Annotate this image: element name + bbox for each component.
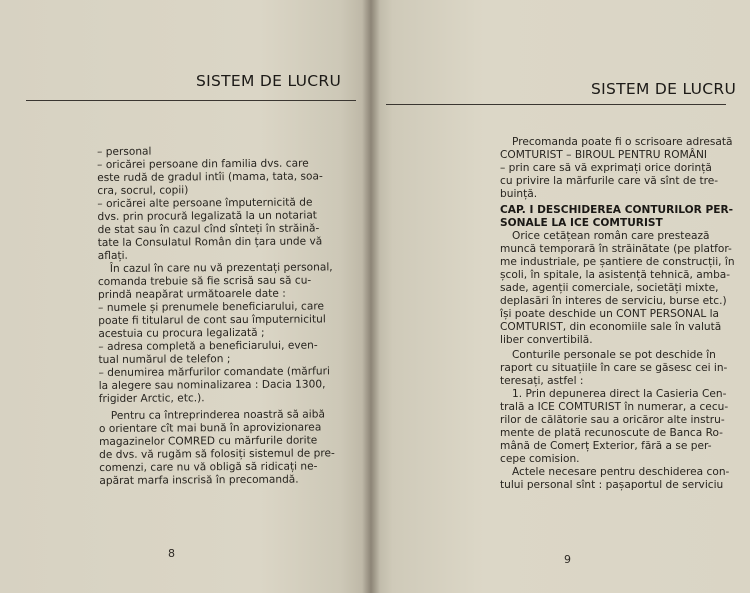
right-page-header: SISTEM DE LUCRU (591, 80, 737, 98)
right-line-9: muncă temporară în străinătate (pe platfor- (500, 243, 732, 255)
left-line-8: tate la Consulatul Român din țara unde vă (97, 235, 323, 249)
left-line-17: tual numărul de telefon ; (98, 353, 231, 366)
right-line-25: cepe comision. (500, 453, 580, 465)
left-line-4: cra, socrul, copii) (97, 184, 189, 197)
right-line-4: cu privire la mărfurile care vă sînt de tre- (500, 175, 719, 187)
right-line-1: Precomanda poate fi o scrisoare adresată (512, 136, 733, 148)
right-line-2: COMTURIST – BIROUL PENTRU ROMÂNI (500, 149, 708, 161)
left-line-9: aflați. (97, 249, 128, 262)
left-line-15: acestuia cu procura legalizată ; (98, 326, 265, 340)
right-line-17: Conturile personale se pot deschide în (512, 349, 716, 361)
right-header-rule (386, 104, 726, 105)
left-line-1: – personal (97, 145, 152, 158)
right-chapter-heading-2: SONALE LA ICE COMTURIST (500, 217, 663, 229)
left-line-6: dvs. prin procură legalizată la un notariat (97, 209, 317, 223)
right-line-11: școli, în spitale, la asistență tehnică, amba- (500, 269, 731, 281)
book-gutter (362, 0, 380, 593)
left-line-10: În cazul în care nu vă prezentați personal, (109, 261, 333, 275)
left-line-24: de dvs. vă rugăm să folosiți sistemul de pre- (99, 447, 335, 461)
left-line-2: – oricărei persoane din familia dvs. care (97, 157, 309, 171)
right-line-22: rilor de călătorie sau a oricăror alte instru- (500, 414, 725, 426)
right-line-14: își poate deschide un CONT PERSONAL la (500, 308, 720, 320)
right-line-19: teresați, astfel : (500, 375, 584, 387)
right-line-23: mente de plată recunoscute de Banca Ro- (500, 427, 723, 439)
right-line-13: deplasări în interes de serviciu, burse etc.) (500, 295, 727, 307)
left-line-16: – adresa completă a beneficiarului, even- (98, 339, 318, 353)
right-page-number: 9 (564, 553, 571, 566)
right-line-5: buință. (500, 188, 538, 200)
left-line-7: de stat sau în cazul cînd sînteți în străină- (97, 222, 320, 236)
right-line-27: tului personal sînt : pașaportul de serviciu (500, 479, 724, 491)
right-page-body (500, 136, 735, 492)
left-line-25: comenzi, care nu vă obligă să ridicați ne- (99, 460, 318, 474)
left-line-13: – numele și prenumele beneficiarului, care (98, 300, 324, 314)
left-line-22: o orientare cît mai bună în aprovizionarea (98, 421, 322, 435)
left-page-body (97, 144, 349, 488)
left-page-number: 8 (168, 547, 175, 560)
left-page-header: SISTEM DE LUCRU (196, 72, 342, 90)
right-line-10: me industriale, pe șantiere de construcții, în (500, 256, 735, 268)
left-line-21: Pentru ca întreprinderea noastră să aibă (110, 408, 325, 422)
left-line-3: este rudă de gradul intîi (mama, tata, soa- (97, 170, 323, 184)
left-header-rule (26, 100, 356, 101)
right-line-20: 1. Prin depunerea direct la Casieria Cen- (512, 388, 727, 400)
left-line-18: – denumirea mărfurilor comandate (mărfuri (98, 365, 330, 379)
left-line-20: frigider Arctic, etc.). (98, 392, 205, 405)
right-line-16: liber convertibilă. (500, 334, 593, 346)
right-line-26: Actele necesare pentru deschiderea con- (512, 466, 730, 478)
left-line-19: la alegere sau nominalizarea : Dacia 1300, (98, 378, 326, 392)
right-line-18: raport cu situațiile în care se găsesc cei in- (500, 362, 728, 374)
left-line-23: magazinelor COMRED cu mărfurile dorite (99, 434, 318, 448)
left-line-11: comanda trebuie să fie scrisă sau să cu- (97, 274, 312, 288)
left-line-26: apărat marfa inscrisă în precomandă. (99, 473, 299, 487)
left-line-12: prindă neapărat următoarele date : (97, 287, 286, 301)
right-line-12: sade, agenții comerciale, societăți mixte, (500, 282, 719, 294)
right-line-3: – prin care să vă exprimați orice dorință (500, 162, 712, 174)
right-line-8: Orice cetățean român care prestează (512, 230, 710, 242)
left-line-14: poate fi titularul de cont sau împuternicitul (98, 313, 326, 327)
right-line-15: COMTURIST, din economiile sale în valută (500, 321, 722, 333)
right-line-24: mână de Comerț Exterior, fără a se per- (500, 440, 712, 452)
right-chapter-heading-1: CAP. I DESCHIDEREA CONTURILOR PER- (500, 204, 734, 216)
right-line-21: trală a ICE COMTURIST în numerar, a cecu- (500, 401, 729, 413)
left-line-5: – oricărei alte persoane împuternicită de (97, 196, 313, 210)
